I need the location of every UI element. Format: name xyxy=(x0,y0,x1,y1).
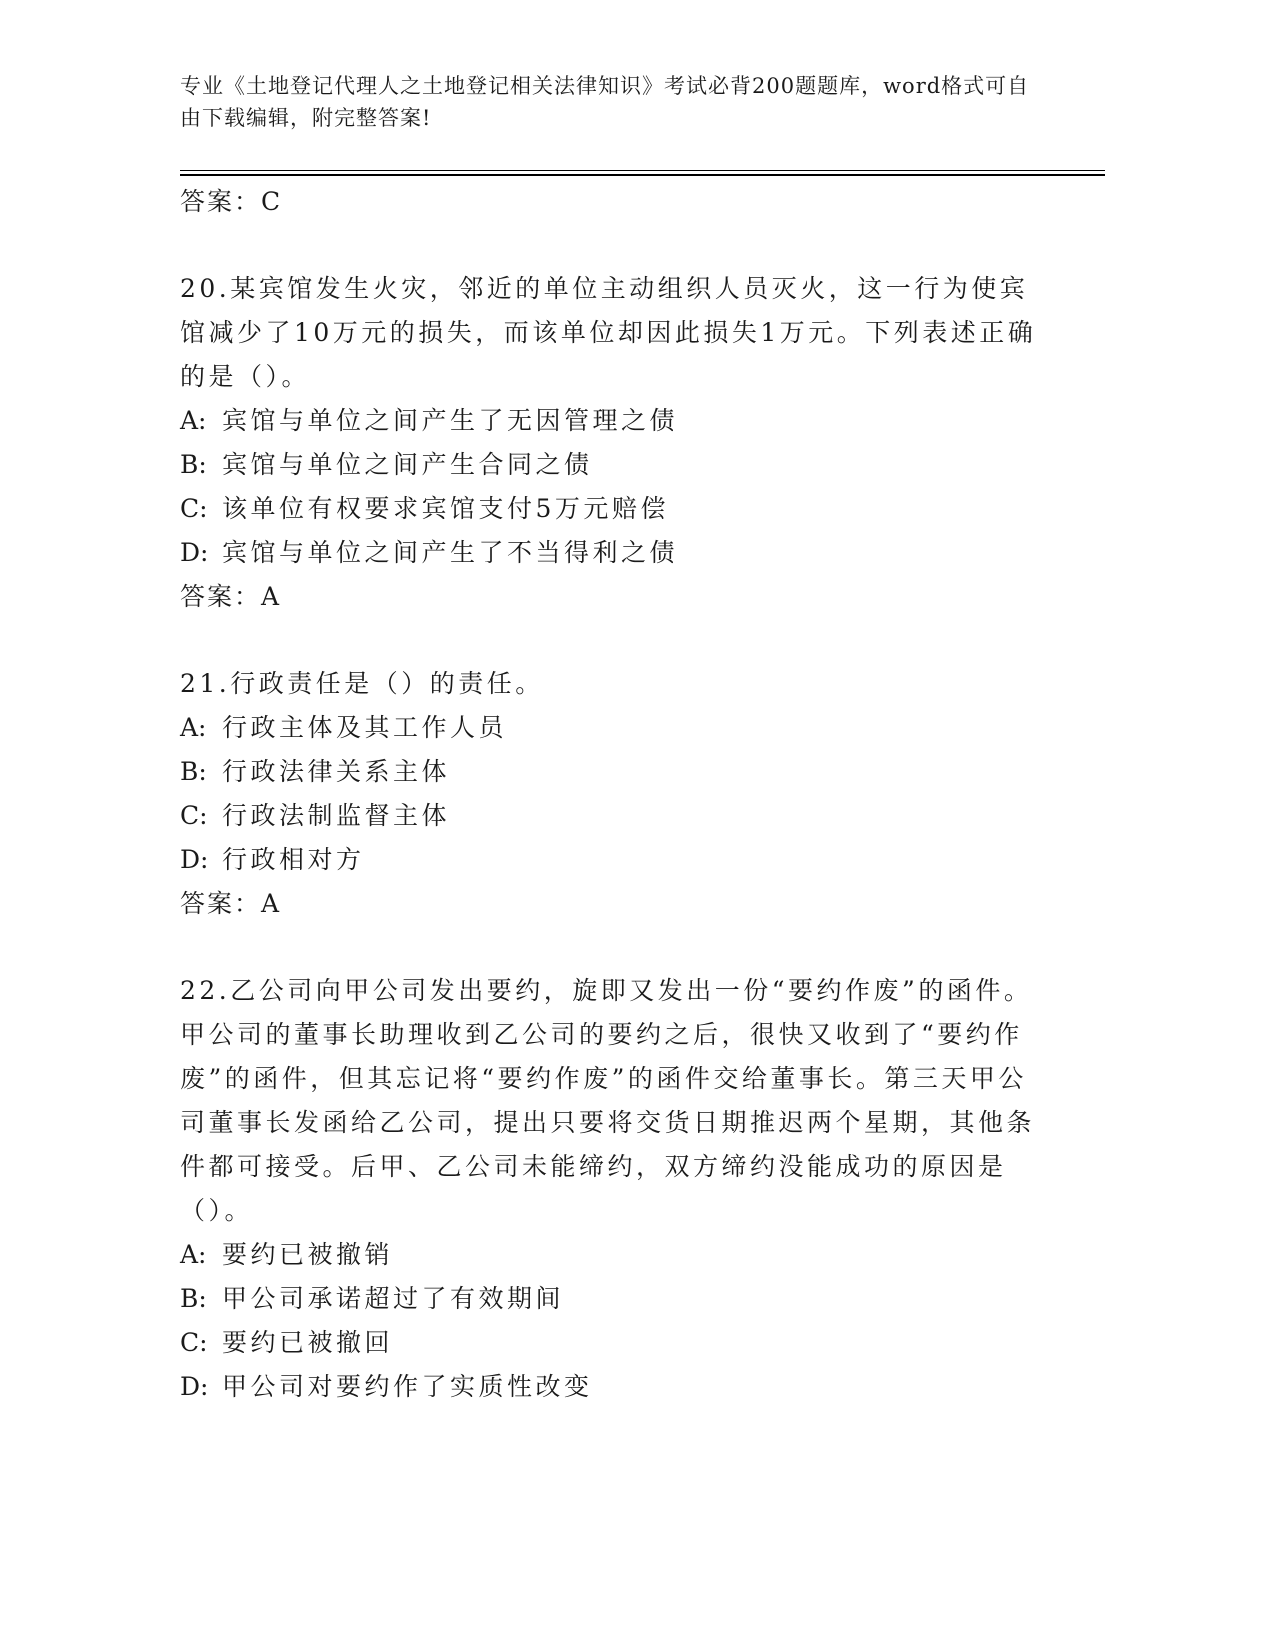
option-b xyxy=(180,443,1040,487)
option-key: C: xyxy=(180,494,208,523)
option-text: 甲公司对要约作了实质性改变 xyxy=(222,1372,593,1401)
option-text: 行政法制监督主体 xyxy=(222,801,451,830)
option-d xyxy=(180,531,1040,575)
option-c xyxy=(180,794,1040,838)
question-stem: 20.某宾馆发生火灾，邻近的单位主动组织人员灭火，这一行为使宾馆减少了10万元的损失，而该单位却因此损失1万元。下列表述正确的是（）。 xyxy=(180,274,1037,391)
document-body xyxy=(180,180,1040,1409)
question-stem: 22.乙公司向甲公司发出要约，旋即又发出一份“要约作废”的函件。甲公司的董事长助理收到乙公司的要约之后，很快又收到了“要约作废”的函件，但其忘记将“要约作废”的函件交给董事长。第三天甲公司董事长发函给乙公司，提出只要将交货日期推迟两个星期，其他条件都可接受。后甲、乙公司未能缔约，双方缔约没能成功的原因是（）。 xyxy=(180,976,1036,1225)
option-a xyxy=(180,706,1040,750)
option-d xyxy=(180,1365,1040,1409)
option-key: A: xyxy=(180,1240,207,1269)
option-text: 甲公司承诺超过了有效期间 xyxy=(222,1284,565,1313)
option-b xyxy=(180,1277,1040,1321)
option-c xyxy=(180,1321,1040,1365)
option-text: 行政相对方 xyxy=(222,845,365,874)
option-text: 行政法律关系主体 xyxy=(222,757,451,786)
option-key: A: xyxy=(180,713,207,742)
option-a xyxy=(180,399,1040,443)
header-divider-thin xyxy=(180,170,1105,171)
question-21 xyxy=(180,662,1040,926)
option-key: C: xyxy=(180,1328,208,1357)
question-stem: 21.行政责任是（）的责任。 xyxy=(180,669,544,698)
option-key: B: xyxy=(180,450,207,479)
option-text: 宾馆与单位之间产生了无因管理之债 xyxy=(222,406,679,435)
answer-line: 答案：A xyxy=(180,582,282,611)
option-text: 该单位有权要求宾馆支付5万元赔偿 xyxy=(222,494,669,523)
answer-line: 答案：A xyxy=(180,889,282,918)
option-d xyxy=(180,838,1040,882)
option-key: D: xyxy=(180,538,209,567)
page-header-text: 专业《土地登记代理人之土地登记相关法律知识》考试必背200题题库，word格式可自由下载编辑，附完整答案! xyxy=(180,74,1030,130)
option-text: 行政主体及其工作人员 xyxy=(222,713,508,742)
answer-line: 答案：C xyxy=(180,187,283,216)
option-key: B: xyxy=(180,757,207,786)
option-key: B: xyxy=(180,1284,207,1313)
option-key: D: xyxy=(180,845,209,874)
option-text: 要约已被撤销 xyxy=(222,1240,394,1269)
option-a xyxy=(180,1233,1040,1277)
question-20 xyxy=(180,267,1040,619)
option-text: 宾馆与单位之间产生了不当得利之债 xyxy=(222,538,679,567)
option-text: 要约已被撤回 xyxy=(222,1328,394,1357)
option-c xyxy=(180,487,1040,531)
option-b xyxy=(180,750,1040,794)
option-key: A: xyxy=(180,406,207,435)
option-key: D: xyxy=(180,1372,209,1401)
header-divider-thick xyxy=(180,174,1105,176)
question-22 xyxy=(180,969,1040,1409)
option-key: C: xyxy=(180,801,208,830)
option-text: 宾馆与单位之间产生合同之债 xyxy=(222,450,593,479)
